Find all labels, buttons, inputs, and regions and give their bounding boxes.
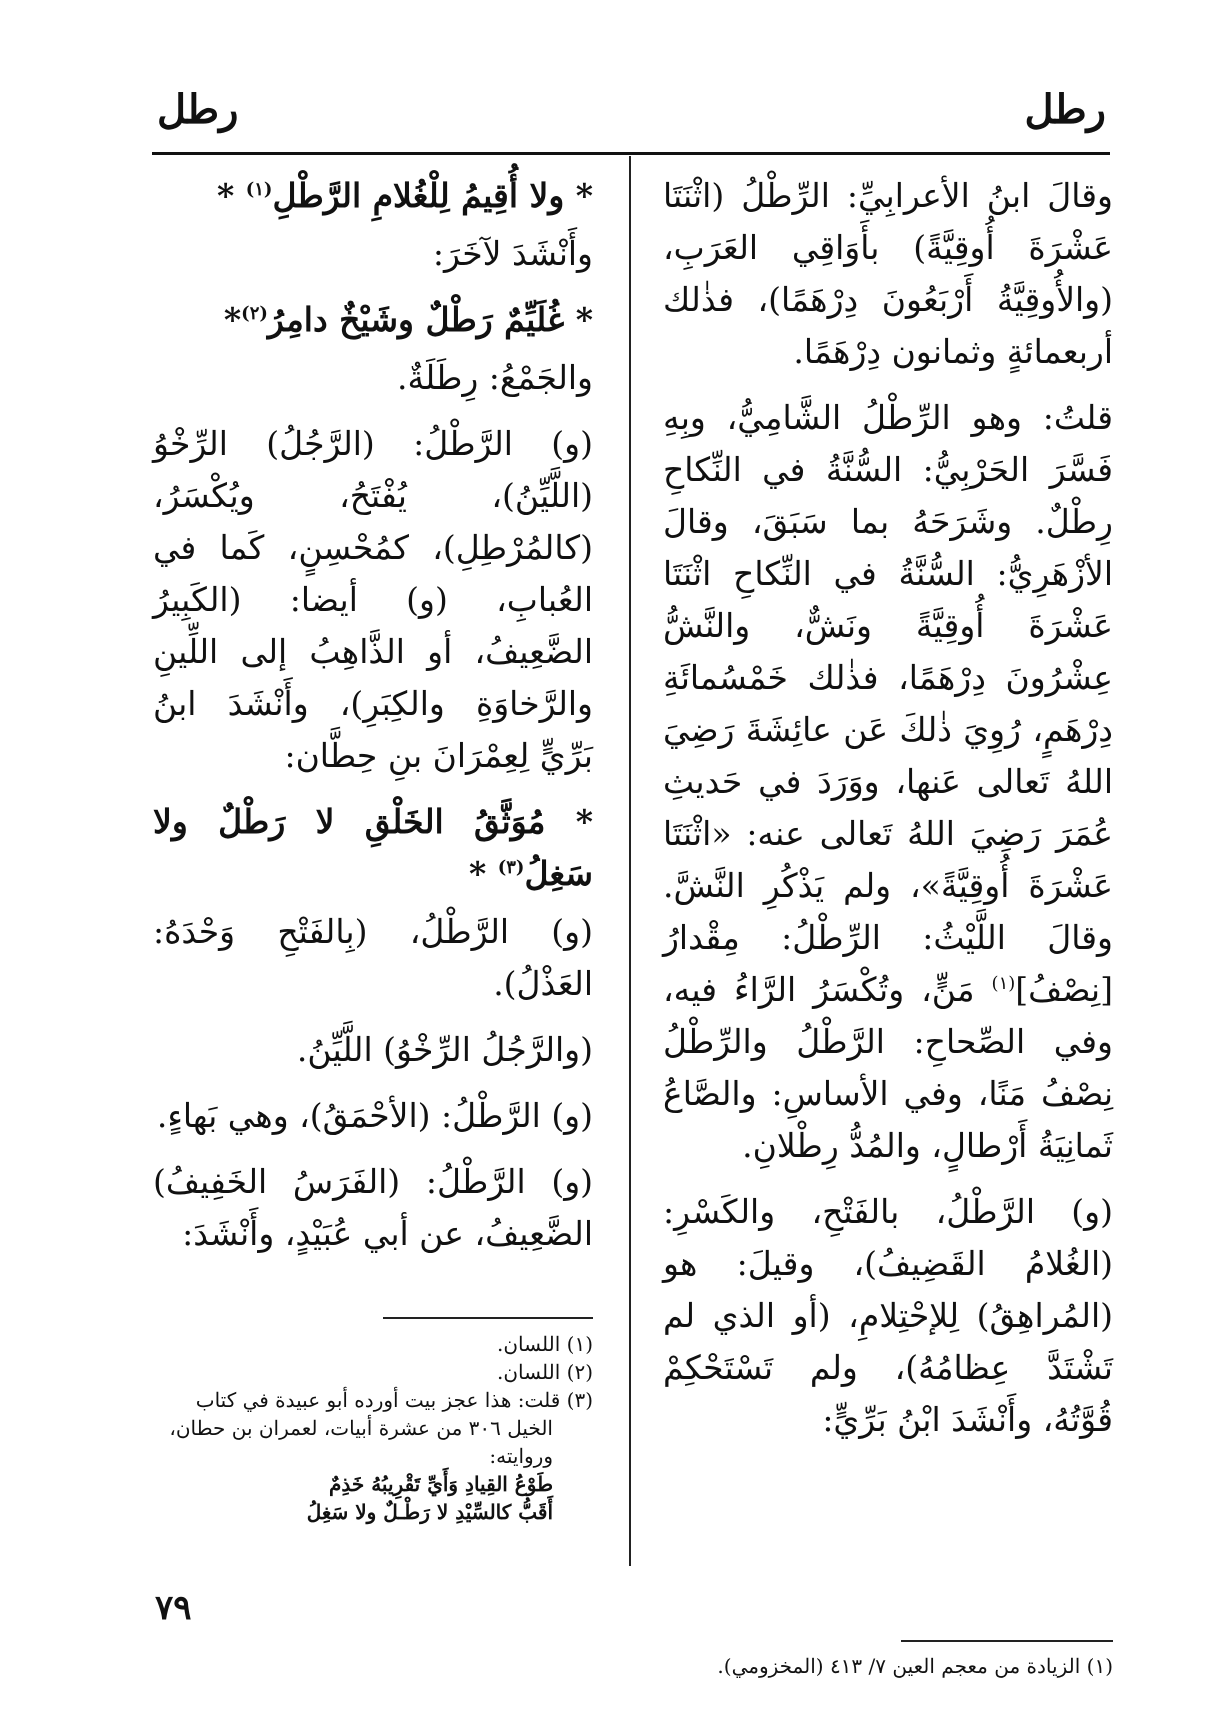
footnote-marker[interactable]: (٣) — [497, 857, 525, 878]
paragraph-rajul: (و) الرَّطْلُ: (الرَّجُلُ) الرِّخْوُ (اللَّيِّنُ)، يُفْتَحُ، ويُكْسَرُ، (كالمُرْطِلِ)، كمُحْسِنٍ، كَما في العُبابِ، (و) أيضا: (الكَبِيرُ الضَّعِيفُ، أو الذَّاهِبُ إلى اللِّينِ والرَّخاوَةِ والكِبَرِ)، وأَنْشَدَ ابنُ بَرِّيٍّ لِعِمْرَانَ بنِ حِطَّان: — [153, 424, 593, 775]
footnote-marker[interactable]: (٢) — [241, 303, 268, 324]
verse-line-3 — [153, 796, 593, 900]
paragraph-qultu-text: قلتُ: وهو الرِّطْلُ الشَّامِيُّ، وبِهِ فَسَّرَ الحَرْبِيُّ: السُّنَّةُ في النِّكاحِ رِطْلٌ. وشَرَحَهُ بما سَبَقَ، وقالَ الأزْهَرِيُّ: السُّنَّةُ في النِّكاحِ اثْنَتَا عَشْرَةَ أُوقِيَّةً ونَشٌّ، والنَّشُّ عِشْرُونَ دِرْهَمًا، فذٰلك خَمْسُمائَةِ دِرْهَمٍ، رُوِيَ ذٰلكَ عَن عائِشَةَ رَضِيَ اللهُ تَعالى عَنها، ووَرَدَ في حَديثِ عُمَرَ رَضِيَ اللهُ تَعالى عنه: «اثْنَتَا عَشْرَةَ أُوقِيَّةً»، ولم يَذْكُرِ النَّشَّ. وقالَ اللَّيْثُ: الرِّطْلُ: مِقْدارُ — [663, 398, 1113, 957]
verse-line-1 — [153, 170, 593, 222]
right-column — [663, 170, 1113, 1460]
verse-star: * — [216, 176, 246, 215]
verse-star: * — [223, 300, 242, 339]
footnotes-right — [663, 1652, 1113, 1680]
paragraph-adhl: (و) الرَّطْلُ، (بِالفَتْحِ وَحْدَهُ: العَذْلُ). — [153, 912, 593, 1003]
footnote-rule-left — [383, 1317, 593, 1319]
paragraph-qultu — [663, 392, 1113, 1172]
verse-star: * — [468, 854, 498, 893]
column-divider — [629, 156, 631, 1566]
footnote-1: (١) اللسان. — [497, 1332, 593, 1356]
footnote-1-right: (١) الزيادة من معجم العين ٧/ ٤١٣ (المخزومي). — [717, 1654, 1113, 1678]
verse-line-2 — [153, 294, 593, 346]
paragraph-ghulam: (و) الرَّطْلُ، بالفَتْحِ، والكَسْرِ: (الغُلامُ القَضِيفُ)، وقيلَ: هو (المُراهِقُ) لِلإحْتِلامِ، (أو الذي لم تَشْتَدَّ عِظامُهُ)، ولم تَسْتَحْكِمْ قُوَّتُهُ، وأَنْشَدَ ابْنُ بَرِّيٍّ: — [663, 1192, 1113, 1439]
paragraph-faras: (و) الرَّطْلُ: (الفَرَسُ الخَفِيفُ) الضَّعِيفُ، عن أبي عُبَيْدٍ، وأَنْشَدَ: — [153, 1162, 593, 1253]
footnote-3-verse-b: أَقَبُّ كالسِّيْدِ لا رَطْـلٌ ولا سَغِلُ — [306, 1500, 553, 1524]
paragraph-qultu-text-end: مَنٍّ، وتُكْسَرُ الرَّاءُ فيه، وفي الصِّحاحِ: الرَّطْلُ والرِّطْلُ نِصْفُ مَنًا، وفي الأساسِ: والصَّاعُ ثَمانِيَةُ أَرْطالٍ، والمُدُّ رِطْلانِ. — [663, 970, 1113, 1165]
running-header-right: رطل — [1024, 86, 1106, 133]
paragraph-ahmaq: (و) الرَّطْلُ: (الأحْمَقُ)، وهي بَهاءٍ. — [156, 1096, 593, 1135]
footnote-marker[interactable]: (١) — [991, 973, 1016, 994]
left-column — [153, 170, 593, 1274]
footnote-marker[interactable]: (١) — [245, 179, 273, 200]
bracketed-addition: [نِصْفُ] — [1015, 970, 1113, 1009]
paragraph-rikhw: (والرَّجُلُ الرِّخْوُ) اللَّيِّنُ. — [296, 1030, 593, 1069]
footnote-3: (٣) قلت: هذا عجز بيت أورده أبو عبيدة في كتاب — [195, 1388, 593, 1412]
running-header-left: رطل — [157, 86, 239, 133]
paragraph-ibn-al-arabi: وقالَ ابنُ الأعرابِيِّ: الرِّطْلُ (اثْنَتَا عَشْرَةَ أُوقِيَّةً) بأَوَاقِي العَرَبِ، (والأُوقِيَّةُ أَرْبَعُونَ دِرْهَمًا)، فذٰلك أربعمائةٍ وثمانون دِرْهَمًا. — [663, 176, 1113, 371]
page-number: ٧٩ — [155, 1588, 192, 1628]
verse-text: * غُلَيِّمٌ رَطْلٌ وشَيْخٌ دامِرُ — [267, 300, 593, 339]
footnote-2: (٢) اللسان. — [497, 1360, 593, 1384]
plural-line: والجَمْعُ: رِطَلَةٌ. — [396, 358, 593, 397]
footnotes-left — [153, 1330, 593, 1526]
footnote-rule-right — [901, 1640, 1113, 1642]
verse-text: * مُوَثَّقُ الخَلْقِ لا رَطْلٌ ولا سَغِلُ — [153, 802, 593, 893]
verse-text: * ولا أُقِيمُ لِلْغُلامِ الرَّطْلِ — [272, 176, 593, 215]
footnote-3-verse-a: طَوْعُ القِيادِ وَأَيِّ تَقْرِيبُهُ خَذِمٌ — [329, 1472, 553, 1496]
footnote-3-continuation: الخيل ٣٠٦ من عشرة أبيات، لعمران بن حطان، وروايته: — [169, 1416, 553, 1468]
header-rule — [152, 152, 1110, 155]
verse-intro: وأَنْشَدَ لآخَرَ: — [432, 234, 593, 273]
